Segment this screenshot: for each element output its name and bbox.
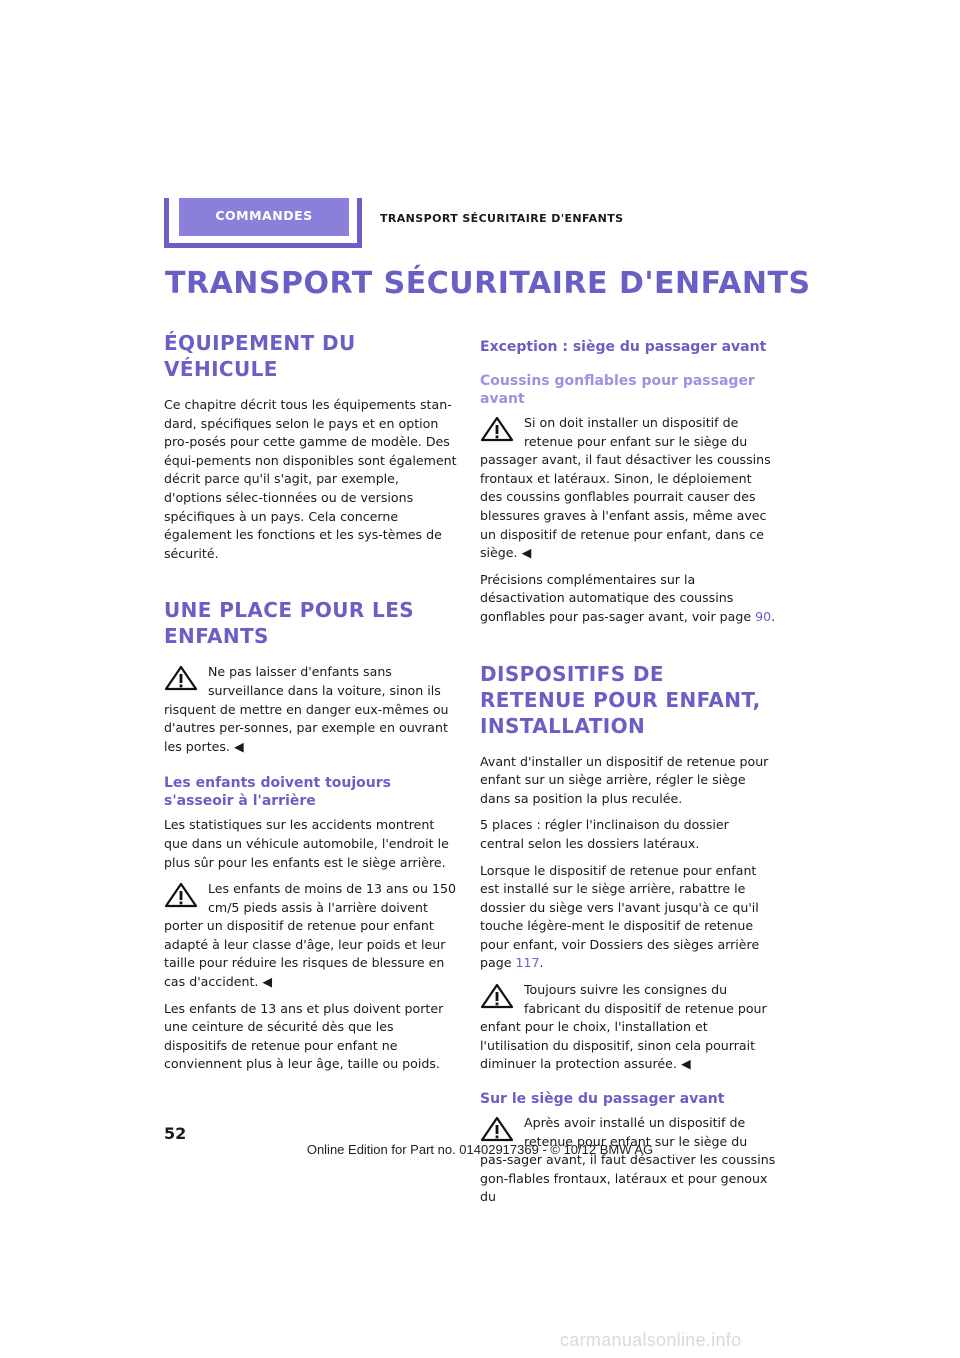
section-heading-vehicle-equipment: ÉQUIPEMENT DU VÉHICULE	[164, 331, 356, 381]
page-link-117[interactable]: 117	[515, 955, 540, 971]
paragraph-text: Lorsque le dispositif de retenue pour enfant est installé sur le siège arrière, rabattre le dossier du siège vers l'avant jusqu'à ce qu'il touche légère-ment le dispositif de retenue pour enfant, voir Dossiers des sièges arrière page	[480, 862, 760, 971]
paragraph: Ce chapitre décrit tous les équipements stan-dard, spécifiques selon le pays et en option pro-posés pour cette gamme de modèle. Des équi-pements non disponibles sont également décrit parce qu'il s'agit, par exemple, d'options sélec-tionnées ou de versions spécifiques à un pays. Cela concerne également les fonctions et les sys-tèmes de sécurité.	[164, 397, 457, 561]
period: .	[771, 608, 776, 624]
subheading-passenger-airbags: Coussins gonflables pour passager avant	[480, 373, 755, 407]
left-column	[164, 330, 460, 1082]
end-mark: ◀	[233, 738, 244, 754]
warning-triangle-icon	[164, 665, 198, 691]
paragraph	[480, 862, 776, 974]
page-number: 52	[164, 1124, 187, 1143]
section-heading-child-restraints: DISPOSITIFS DE RETENUE POUR ENFANT, INSTALLATION	[480, 661, 761, 738]
warning-note	[164, 880, 460, 992]
page-title: TRANSPORT SÉCURITAIRE D'ENFANTS	[165, 266, 811, 301]
end-mark: ◀	[521, 545, 532, 561]
paragraph: Les enfants de 13 ans et plus doivent porter une ceinture de sécurité dès que les dispositifs de retenue pour enfant ne conviennent plus à leur âge, taille ou poids.	[164, 1000, 444, 1072]
warning-text: Ne pas laisser d'enfants sans surveillance dans la voiture, sinon ils risquent de mettre en danger eux-mêmes ou d'autres per-sonnes, par exemple en ouvrant les portes.	[164, 664, 449, 754]
warning-note	[480, 414, 776, 563]
warning-triangle-icon	[480, 1116, 514, 1142]
warning-triangle-icon	[164, 882, 198, 908]
footer-edition-note: Online Edition for Part no. 01402917369 - © 10/12 BMW AG	[306, 1142, 654, 1157]
subheading-front-passenger-seat: Sur le siège du passager avant	[480, 1091, 725, 1108]
warning-triangle-icon	[480, 983, 514, 1009]
section-tab-label: COMMANDES	[215, 208, 313, 223]
warning-note	[480, 981, 776, 1074]
warning-note	[164, 663, 460, 756]
paragraph-text: Précisions complémentaires sur la désactivation automatique des coussins gonflables pour pas-sager avant, voir page	[480, 571, 752, 624]
section-heading-child-seating: UNE PLACE POUR LES ENFANTS	[164, 598, 415, 649]
warning-note	[480, 1114, 776, 1207]
warning-text: Si on doit installer un dispositif de retenue pour enfant sur le siège du passager avant, il faut désactiver les coussins frontaux et latéraux. Sinon, le déploiement des coussins gonflables pourrait causer des blessures graves à l'enfant assis, même avec un dispositif de retenue pour enfant, dans ce siège.	[480, 415, 771, 561]
warning-text: Les enfants de moins de 13 ans ou 150 cm/5 pieds assis à l'arrière doivent porter un dispositif de retenue pour enfant adapté à leur classe d'âge, leur poids et leur taille pour réduire les risques de blessure en cas d'accident.	[164, 881, 457, 990]
warning-triangle-icon	[480, 416, 514, 442]
warning-text: Après avoir installé un dispositif de retenue pour enfant sur le siège du pas-sager avant, il faut désactiver les coussins gon-flables frontaux, latéraux et pour genoux du	[480, 1115, 776, 1205]
page-link-90[interactable]: 90	[755, 608, 772, 624]
paragraph: Avant d'installer un dispositif de retenue pour enfant sur un siège arrière, régler le siège dans sa position la plus reculée.	[480, 753, 769, 806]
period: .	[539, 955, 544, 971]
paragraph: Les statistiques sur les accidents montrent que dans un véhicule automobile, l'endroit le plus sûr pour les enfants est le siège arrière.	[164, 817, 449, 870]
watermark: carmanualsonline.info	[560, 1330, 742, 1350]
end-mark: ◀	[262, 974, 273, 990]
end-mark: ◀	[680, 1056, 691, 1072]
subheading-rear-seat: Les enfants doivent toujours s'asseoir à l'arrière	[164, 775, 391, 810]
paragraph	[480, 571, 776, 627]
warning-text: Toujours suivre les consignes du fabricant du dispositif de retenue pour enfant pour le choix, l'installation et l'utilisation du dispositif, sinon cela pourrait diminuer la protection assurée.	[480, 982, 767, 1072]
subheading-front-passenger-exception: Exception : siège du passager avant	[480, 339, 767, 355]
right-column	[480, 330, 776, 1215]
running-header-title: TRANSPORT SÉCURITAIRE D'ENFANTS	[380, 212, 624, 225]
paragraph: 5 places : régler l'inclinaison du dossier central selon les dossiers latéraux.	[480, 817, 729, 851]
